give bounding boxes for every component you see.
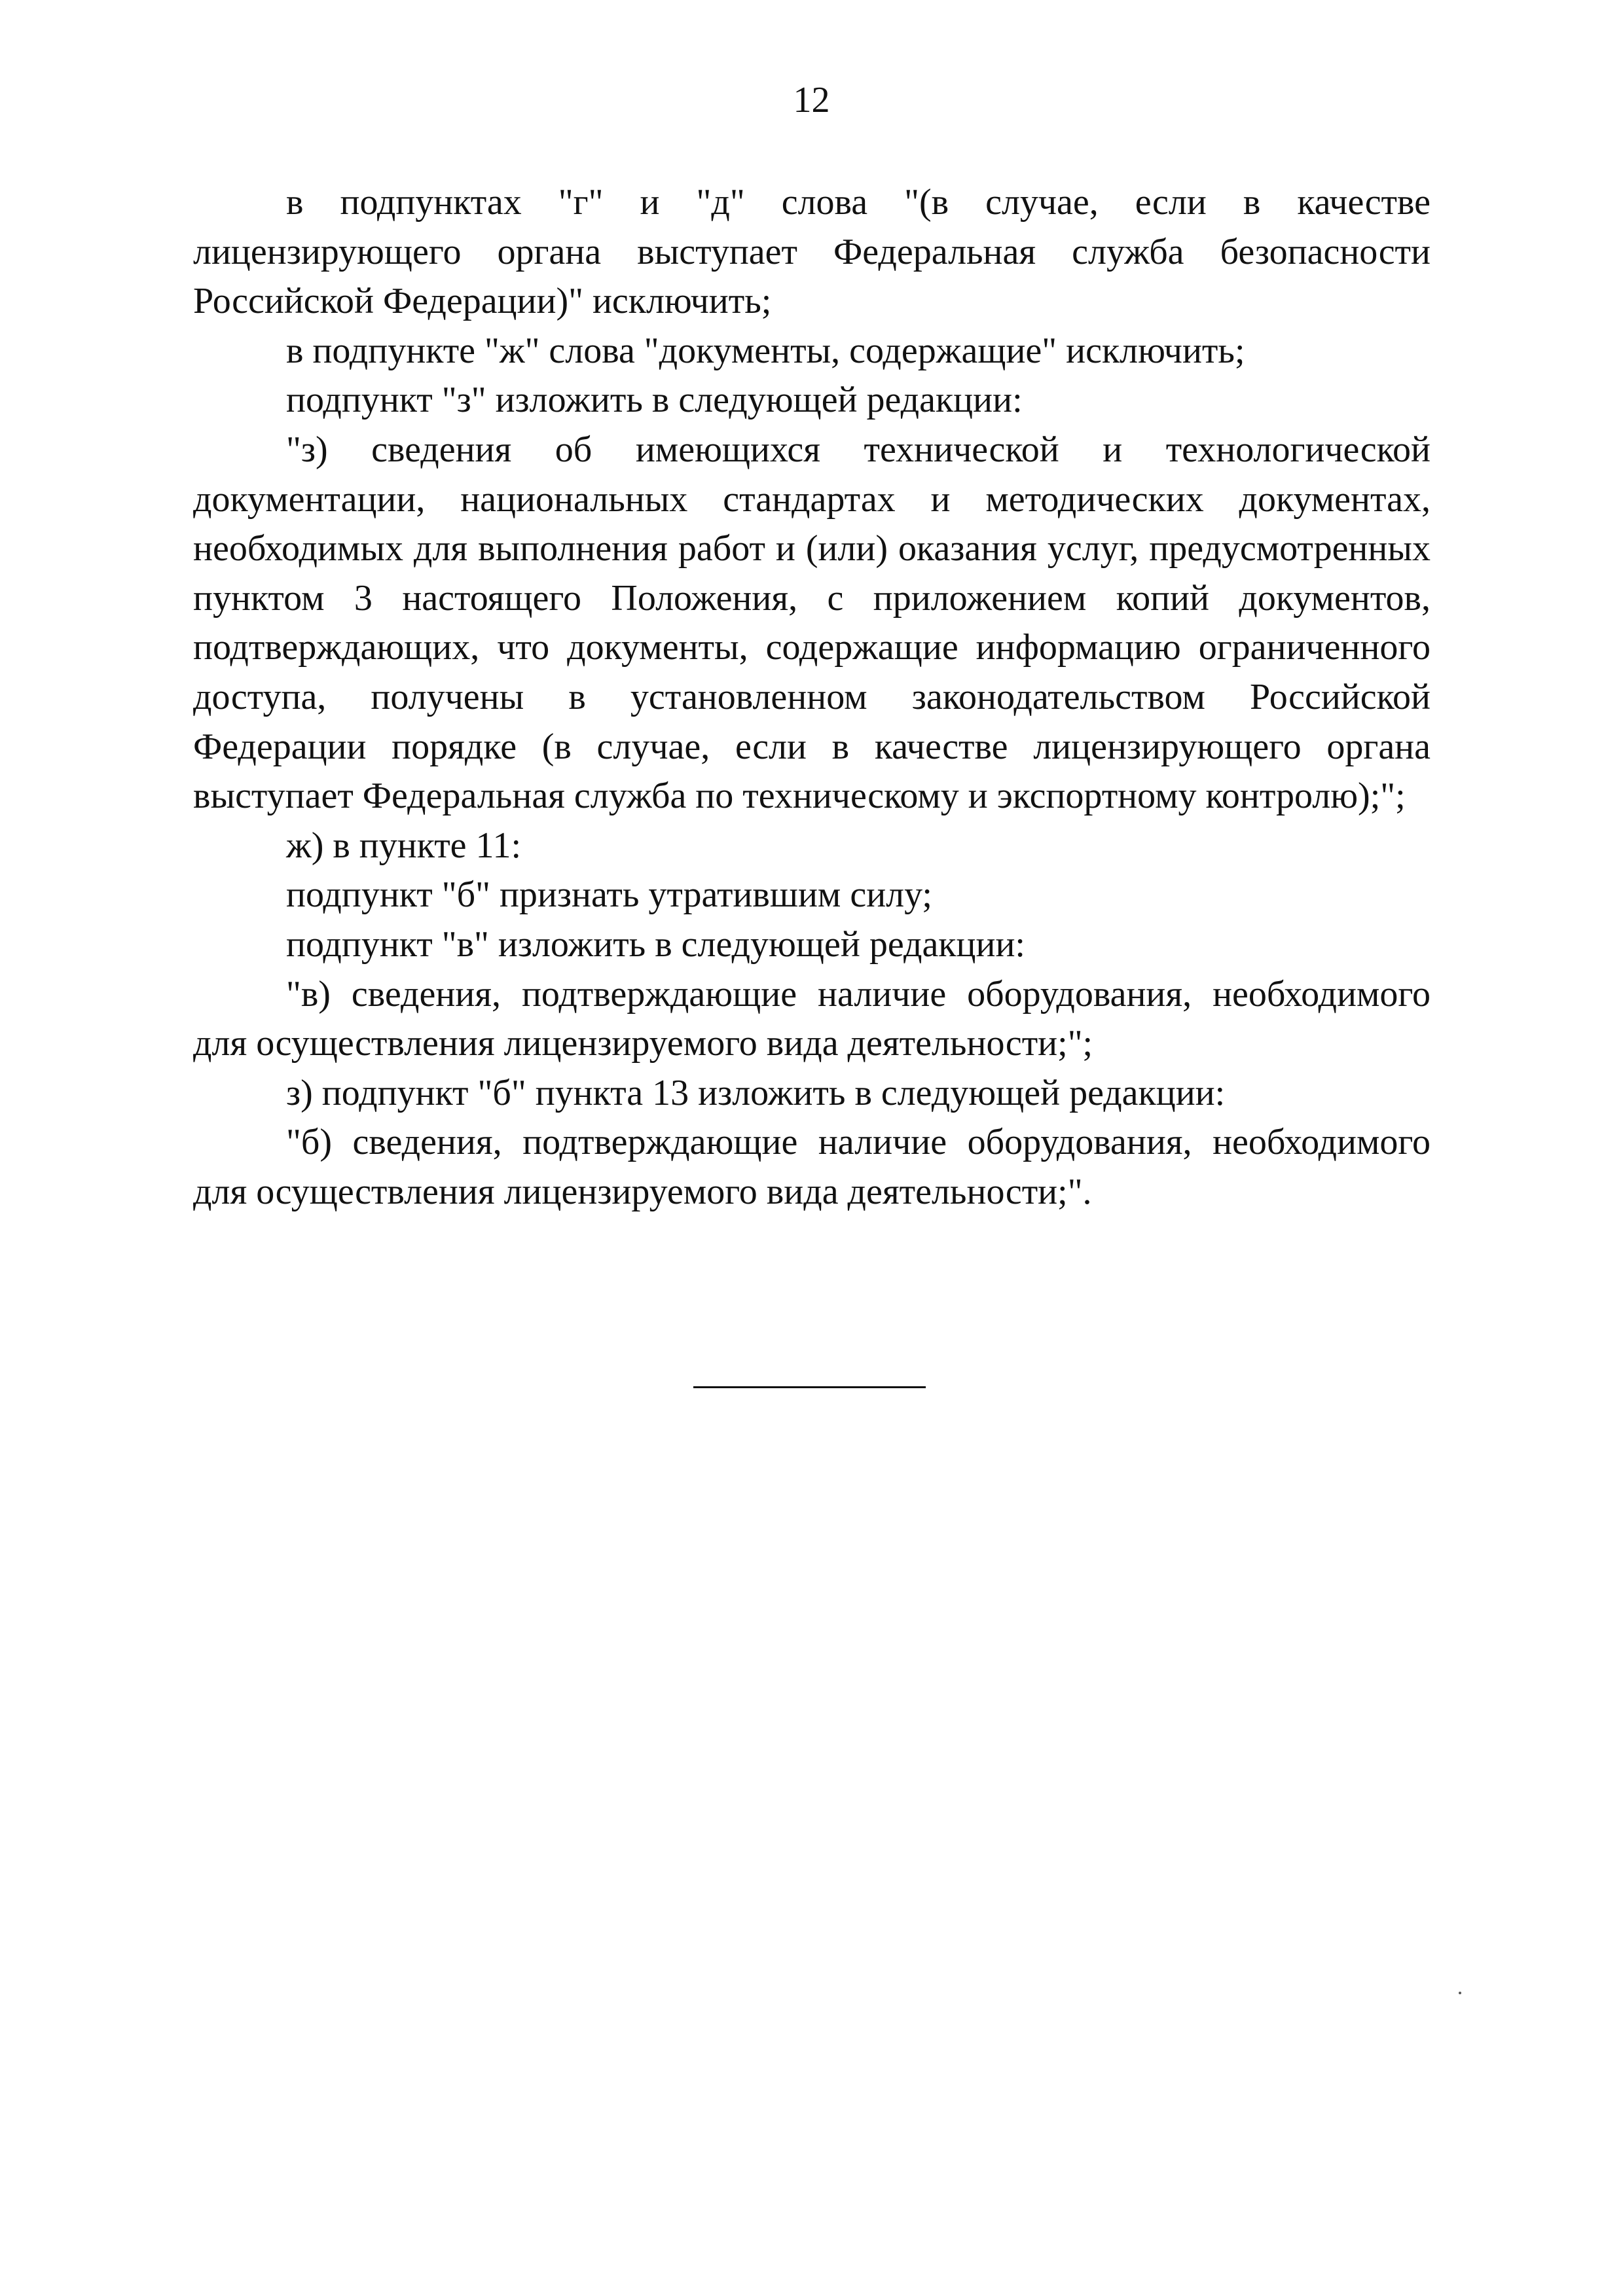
document-body bbox=[193, 178, 1431, 1217]
paragraph: в подпункте "ж" слова "документы, содержащие" исключить; bbox=[286, 330, 1245, 371]
paragraph: "в) сведения, подтверждающие наличие оборудования, необходимого для осуществления лицензируемого вида деятельности;"; bbox=[193, 973, 1431, 1064]
page-number: 12 bbox=[793, 80, 830, 120]
paragraph: подпункт "з" изложить в следующей редакции: bbox=[286, 380, 1023, 421]
paragraph: подпункт "в" изложить в следующей редакции: bbox=[286, 924, 1025, 965]
paragraph: подпункт "б" признать утратившим силу; bbox=[286, 874, 932, 916]
paragraph: з) подпункт "б" пункта 13 изложить в следующей редакции: bbox=[286, 1072, 1226, 1113]
scan-speck bbox=[1459, 1992, 1461, 1994]
paragraph: в подпунктах "г" и "д" слова "(в случае, если в качестве лицензирующего органа выступает Федеральная служба безопасности Российской Федерации)" исключить; bbox=[193, 182, 1431, 322]
paragraph: "б) сведения, подтверждающие наличие оборудования, необходимого для осуществления лицензируемого вида деятельности;". bbox=[193, 1122, 1431, 1212]
paragraph: "з) сведения об имеющихся технической и технологической документации, национальных стандартах и методических документах, необходимых для выполнения работ и (или) оказания услуг, предусмотренных пунктом 3 настоящего Положения, с приложением копий документов, подтверждающих, что документы, содержащие информацию ограниченного доступа, получены в установленном законодательством Российской Федерации порядке (в случае, если в качестве лицензирующего органа выступает Федеральная служба по техническому и экспортному контролю);"; bbox=[193, 429, 1431, 817]
paragraph: ж) в пункте 11: bbox=[286, 825, 521, 866]
end-separator-line bbox=[693, 1386, 926, 1388]
